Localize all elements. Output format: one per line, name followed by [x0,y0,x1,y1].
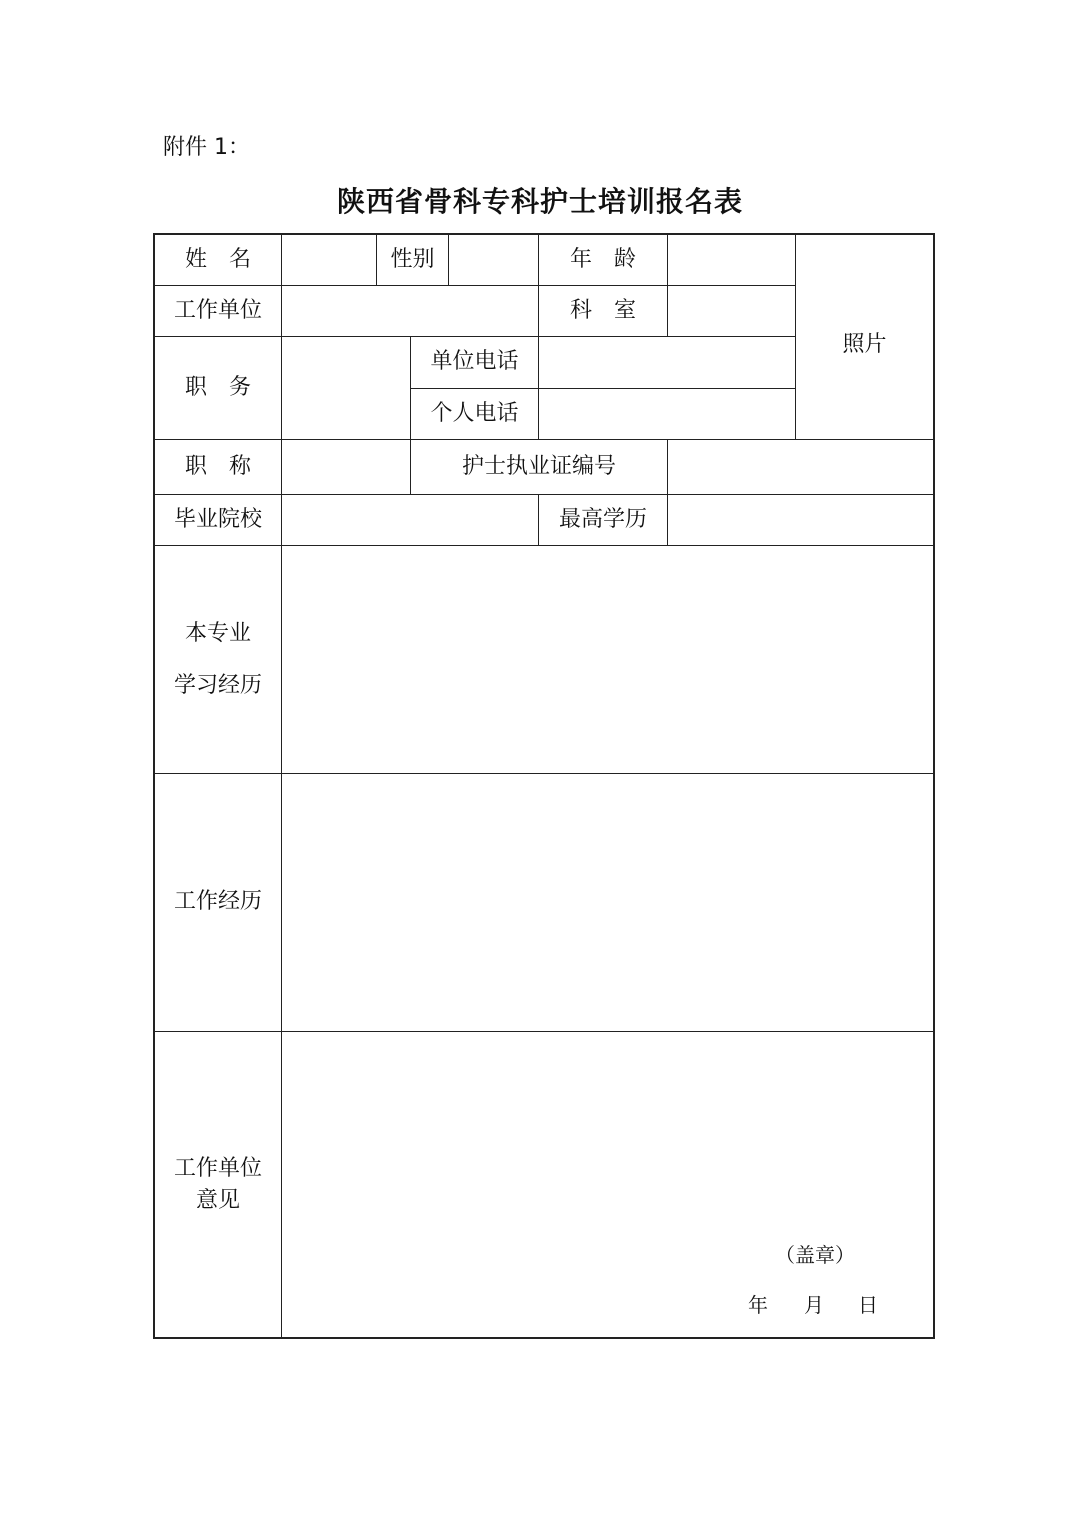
label-work-history: 工作经历 [155,774,282,1032]
input-title-rank[interactable] [282,440,411,495]
input-department[interactable] [668,286,796,337]
label-unit-phone: 单位电话 [411,337,539,389]
input-nurse-license[interactable] [668,440,933,495]
input-position[interactable] [282,337,411,440]
label-nurse-license: 护士执业证编号 [411,440,668,495]
label-age: 年 龄 [539,235,668,286]
input-highest-education[interactable] [668,495,933,546]
label-study-history-line2: 学习经历 [173,672,262,698]
input-personal-phone[interactable] [539,389,796,440]
attachment-label: 附件 1： [163,135,250,160]
label-position: 职 务 [155,337,282,440]
stamp-year: 年 [748,1293,768,1317]
label-unit-opinion-line1: 工作单位 [173,1155,262,1181]
photo-box[interactable] [796,235,933,440]
form-title: 陕西省骨科专科护士培训报名表 [336,185,743,218]
input-name[interactable] [282,235,377,286]
input-gender[interactable] [449,235,539,286]
label-unit-opinion-line2: 意见 [195,1187,240,1213]
label-highest-education: 最高学历 [539,495,668,546]
label-name: 姓 名 [155,235,282,286]
label-unit-opinion [155,1032,282,1337]
input-work-history[interactable] [282,774,933,1032]
label-title-rank: 职 称 [155,440,282,495]
label-graduate-school: 毕业院校 [155,495,282,546]
label-work-unit: 工作单位 [155,286,282,337]
input-unit-phone[interactable] [539,337,796,389]
stamp-day: 日 [858,1293,878,1317]
input-unit-opinion[interactable] [282,1032,933,1337]
label-photo: 照片 [842,332,887,357]
label-gender: 性别 [377,235,449,286]
input-work-unit[interactable] [282,286,539,337]
input-age[interactable] [668,235,796,286]
label-study-history [155,546,282,774]
label-personal-phone: 个人电话 [411,389,539,440]
input-graduate-school[interactable] [282,495,539,546]
label-study-history-line1: 本专业 [184,620,251,646]
stamp-month: 月 [804,1293,824,1317]
input-study-history[interactable] [282,546,933,774]
label-department: 科 室 [539,286,668,337]
registration-form [153,233,935,1339]
stamp-seal: （盖章） [775,1243,855,1267]
